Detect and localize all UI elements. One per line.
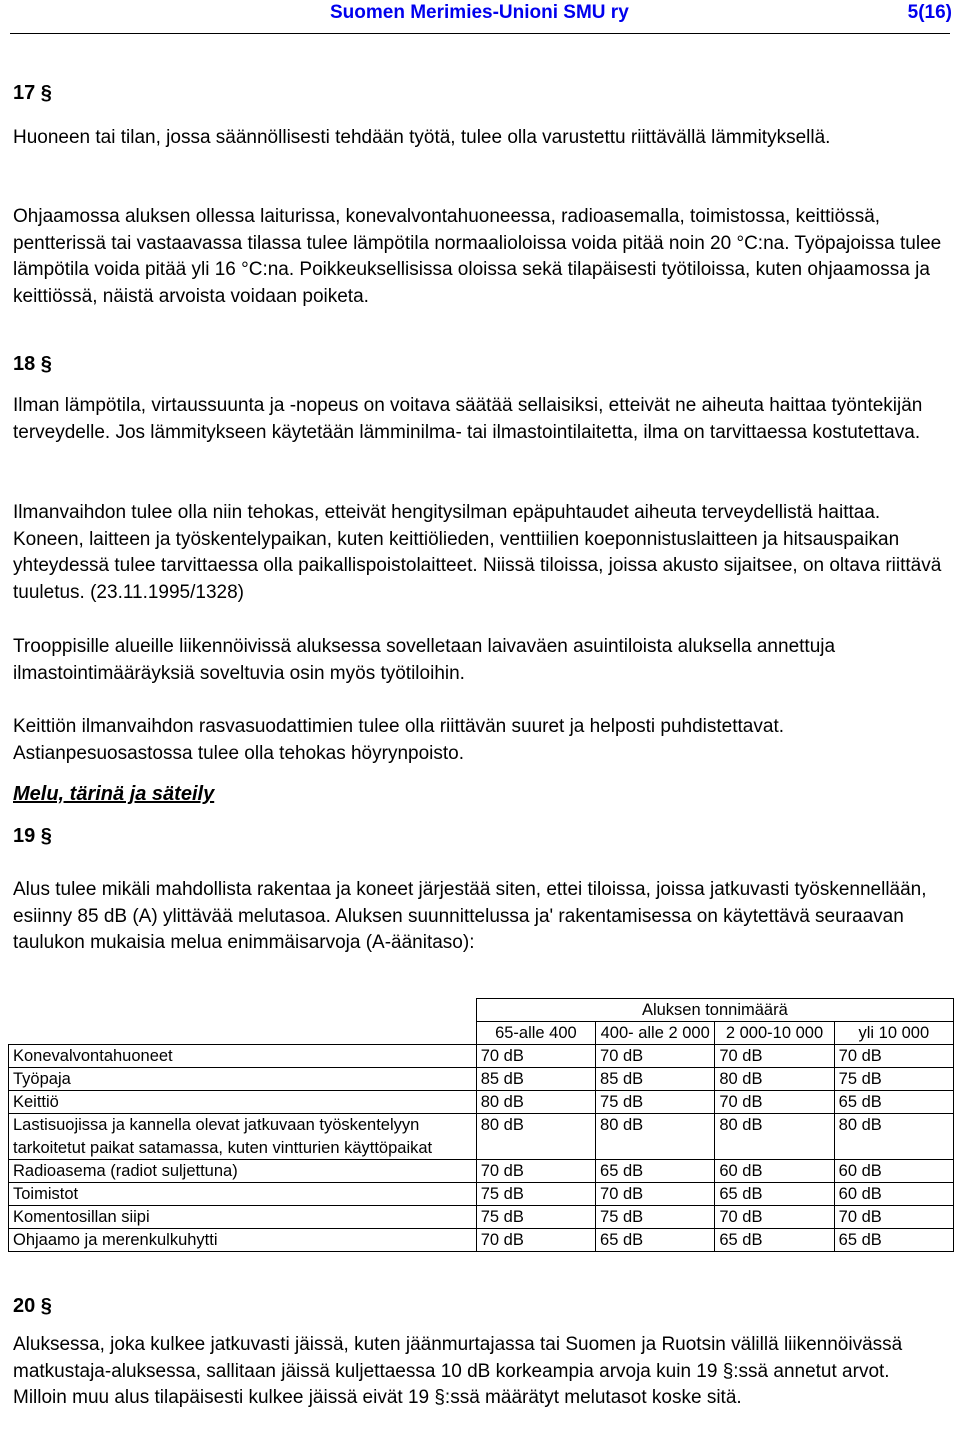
noise-heading: Melu, tärinä ja säteily bbox=[13, 783, 215, 805]
section-20-paragraph-1: Aluksessa, joka kulkee jatkuvasti jäissä, kuten jäänmurtajassa tai Suomen ja Ruotsin välillä liikennöivässä matkustaja-aluksessa, sallitaan jäissä kuljettaessa 10 dB korkeampia arvoja kuin 19 §:ssä annetut arvot. Milloin muu alus tilapäisesti kulkee jäissä eivät 19 §:ssä määrätyt melutasot koske sitä. bbox=[13, 1334, 903, 1408]
section-17-title: 17 § bbox=[13, 82, 52, 104]
table-cell: 85 dB bbox=[596, 1068, 715, 1091]
table-cell: 60 dB bbox=[834, 1160, 953, 1183]
table-cell: 80 dB bbox=[715, 1068, 834, 1091]
table-cell: 70 dB bbox=[834, 1206, 953, 1229]
row-label: Toimistot bbox=[9, 1183, 477, 1206]
table-cell: 75 dB bbox=[834, 1068, 953, 1091]
column-header: 65-alle 400 bbox=[476, 1022, 595, 1045]
table-cell: 70 dB bbox=[715, 1045, 834, 1068]
row-label: Radioasema (radiot suljettuna) bbox=[9, 1160, 477, 1183]
table-cell: 65 dB bbox=[596, 1229, 715, 1252]
row-label: Lastisuojissa ja kannella olevat jatkuvaan työskentelyyn tarkoitetut paikat satamassa, kuten vintturien käyttöpaikat bbox=[9, 1114, 477, 1160]
table-cell: 65 dB bbox=[834, 1229, 953, 1252]
table-cell: 70 dB bbox=[596, 1045, 715, 1068]
table-cell: 70 dB bbox=[715, 1206, 834, 1229]
table-cell: 60 dB bbox=[834, 1183, 953, 1206]
section-19-title: 19 § bbox=[13, 825, 52, 847]
section-17-paragraph-2: Ohjaamossa aluksen ollessa laiturissa, konevalvontahuoneessa, radioasemalla, toimistossa, keittiössä, pentterissä tai vastaavassa tilassa tulee lämpötila normaalioloissa voida pitää noin 20 °C:na. Työpajoissa tulee lämpötila voida pitää yli 16 °C:na. Poikkeuksellisissa oloissa sekä tilapäisesti työtiloissa, kuten ohjaamossa ja keittiössä, näistä arvoista voidaan poiketa. bbox=[13, 206, 942, 307]
section-19-paragraph-1: Alus tulee mikäli mahdollista rakentaa ja koneet järjestää siten, ettei tiloissa, joissa jatkuvasti työskennellään, esiinny 85 dB (A) ylittävää melutasoa. Aluksen suunnittelussa ja' rakentamisessa on käytettävä seuraavan taulukon mukaisia melua enimmäisarvoja (A-äänitaso): bbox=[13, 879, 927, 953]
table-row bbox=[9, 1206, 954, 1229]
section-18-paragraph-2: Ilmanvaihdon tulee olla niin tehokas, etteivät hengitysilman epäpuhtaudet aiheuta terveydellistä haittaa. Koneen, laitteen ja työskentelypaikan, kuten keittiölieden, venttiilien koeponnistuslaitteen ja hitsauspaikan yhteydessä tulee tarvittaessa olla paikallispoistolaitteet. Niissä tiloissa, joissa akusto sijaitsee, on oltava riittävä tuuletus. (23.11.1995/1328) bbox=[13, 502, 942, 603]
table-cell: 70 dB bbox=[834, 1045, 953, 1068]
table-cell: 80 dB bbox=[476, 1091, 595, 1114]
row-label: Keittiö bbox=[9, 1091, 477, 1114]
row-label: Konevalvontahuoneet bbox=[9, 1045, 477, 1068]
organization-name: Suomen Merimies-Unioni SMU ry bbox=[330, 2, 629, 23]
row-label: Komentosillan siipi bbox=[9, 1206, 477, 1229]
table-row bbox=[9, 1160, 954, 1183]
table-cell: 60 dB bbox=[715, 1160, 834, 1183]
table-row bbox=[9, 1068, 954, 1091]
table-cell: 80 dB bbox=[715, 1114, 834, 1160]
section-18-paragraph-4: Keittiön ilmanvaihdon rasvasuodattimien tulee olla riittävän suuret ja helposti puhdistettavat. Astianpesuosastossa tulee olla tehokas höyrynpoisto. bbox=[13, 716, 785, 764]
table-cell: 75 dB bbox=[476, 1183, 595, 1206]
table-row bbox=[9, 1114, 954, 1160]
row-label: Ohjaamo ja merenkulkuhytti bbox=[9, 1229, 477, 1252]
table-row bbox=[9, 1229, 954, 1252]
table-row bbox=[9, 1045, 954, 1068]
table-cell: 70 dB bbox=[715, 1091, 834, 1114]
table-cell: 70 dB bbox=[596, 1183, 715, 1206]
column-header: yli 10 000 bbox=[834, 1022, 953, 1045]
table-cell: 80 dB bbox=[596, 1114, 715, 1160]
table-cell: 65 dB bbox=[715, 1229, 834, 1252]
table-cell: 65 dB bbox=[596, 1160, 715, 1183]
table-row bbox=[9, 1183, 954, 1206]
table-cell: 80 dB bbox=[476, 1114, 595, 1160]
table-cell: 65 dB bbox=[715, 1183, 834, 1206]
section-20-title: 20 § bbox=[13, 1295, 52, 1317]
row-label: Työpaja bbox=[9, 1068, 477, 1091]
table-cell: 80 dB bbox=[834, 1114, 953, 1160]
header-divider bbox=[10, 33, 950, 34]
table-cell: 75 dB bbox=[476, 1206, 595, 1229]
table-cell: 65 dB bbox=[834, 1091, 953, 1114]
section-18-paragraph-1: Ilman lämpötila, virtaussuunta ja -nopeus on voitava säätää sellaisiksi, etteivät ne aiheuta haittaa työntekijän terveydelle. Jos lämmitykseen käytetään lämminilma- tai ilmastointilaitetta, ilma on tarvittaessa kostutettava. bbox=[13, 395, 923, 443]
table-cell: 75 dB bbox=[596, 1091, 715, 1114]
section-18-title: 18 § bbox=[13, 353, 52, 375]
section-17-paragraph-1: Huoneen tai tilan, jossa säännöllisesti tehdään työtä, tulee olla varustettu riittävällä lämmityksellä. bbox=[13, 127, 831, 148]
table-cell: 70 dB bbox=[476, 1045, 595, 1068]
column-header: 400- alle 2 000 bbox=[596, 1022, 715, 1045]
page-number: 5(16) bbox=[907, 2, 952, 23]
noise-limit-table bbox=[8, 998, 954, 1252]
table-cell: 85 dB bbox=[476, 1068, 595, 1091]
table-row bbox=[9, 1091, 954, 1114]
section-18-paragraph-3: Trooppisille alueille liikennöivissä aluksessa sovelletaan laivaväen asuintiloista aluksella annettuja ilmastointimääräyksiä soveltuvia osin myös työtiloihin. bbox=[13, 636, 836, 684]
table-cell: 70 dB bbox=[476, 1229, 595, 1252]
table-cell: 70 dB bbox=[476, 1160, 595, 1183]
page-header bbox=[0, 0, 960, 34]
table-header-row bbox=[9, 999, 954, 1022]
table-cell: 75 dB bbox=[596, 1206, 715, 1229]
column-header: 2 000-10 000 bbox=[715, 1022, 834, 1045]
table-corner-cell bbox=[9, 999, 477, 1045]
tonnage-group-header: Aluksen tonnimäärä bbox=[476, 999, 953, 1022]
